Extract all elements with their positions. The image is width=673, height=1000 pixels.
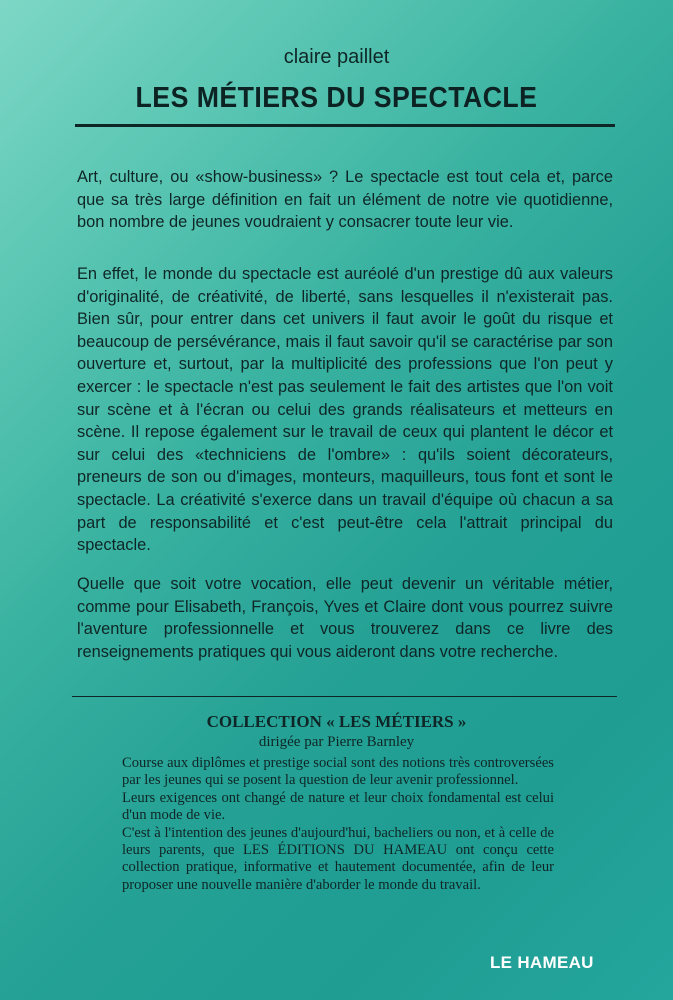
- collection-paragraph-3: C'est à l'intention des jeunes d'aujourd'hui, bacheliers ou non, et à celle de leurs parents, que LES ÉDITIONS DU HAMEAU ont conçu cette collection pratique, informative et hautement documentée, afin de leur proposer une nouvelle manière d'aborder le monde du travail.: [122, 824, 554, 893]
- collection-title: COLLECTION « LES MÉTIERS »: [206, 712, 467, 731]
- blurb-paragraph-3: Quelle que soit votre vocation, elle peut devenir un véritable métier, comme pour Elisabeth, François, Yves et Claire dont vous pourrez suivre l'aventure professionnelle et vous trouverez dans ce livre des renseignements pratiques qui vous aideront dans votre recherche.: [77, 575, 613, 661]
- blurb-paragraph-1: Art, culture, ou «show-business» ? Le spectacle est tout cela et, parce que sa très large définition en fait un élément de notre vie quotidienne, bon nombre de jeunes voudraient y consacrer toute leur vie.: [77, 168, 613, 232]
- author-name: claire paillet: [283, 46, 390, 68]
- collection-paragraph-2: Leurs exigences ont changé de nature et leur choix fondamental est celui d'un mode de vie.: [122, 789, 554, 824]
- collection-description: [122, 755, 554, 894]
- collection-paragraph-1: Course aux diplômes et prestige social sont des notions très controversées par les jeunes qui se posent la question de leur avenir professionnel.: [122, 755, 554, 789]
- title-divider: [75, 124, 615, 127]
- blurb-paragraph-2: En effet, le monde du spectacle est auréolé d'un prestige dû aux valeurs d'originalité, de créativité, de liberté, sans lesquelles il n'existerait pas. Bien sûr, pour entrer dans cet univers il faut avoir le goût du risque et beaucoup de persévérance, mais il faut savoir qu'il se caractérise par son ouverture et, surtout, par la multiplicité des professions que l'on peut y exercer : le spectacle n'est pas seulement le fait des artistes que l'on voit sur scène et à l'écran ou celui des grands réalisateurs et metteurs en scène. Il repose également sur le travail de ceux qui plantent le décor et sur celui des «techniciens de l'ombre» : qu'ils soient décorateurs, preneurs de son ou d'images, monteurs, maquilleurs, tous font et sont le spectacle. La créativité s'exerce dans un travail d'équipe où chacun a sa part de responsabilité et c'est peut-être cela l'attrait principal du spectacle.: [77, 265, 613, 555]
- publisher-logo: LE HAMEAU: [490, 953, 594, 972]
- collection-editor: dirigée par Pierre Barnley: [258, 734, 415, 750]
- book-title: LES MÉTIERS DU SPECTACLE: [135, 82, 538, 114]
- section-divider: [72, 696, 617, 697]
